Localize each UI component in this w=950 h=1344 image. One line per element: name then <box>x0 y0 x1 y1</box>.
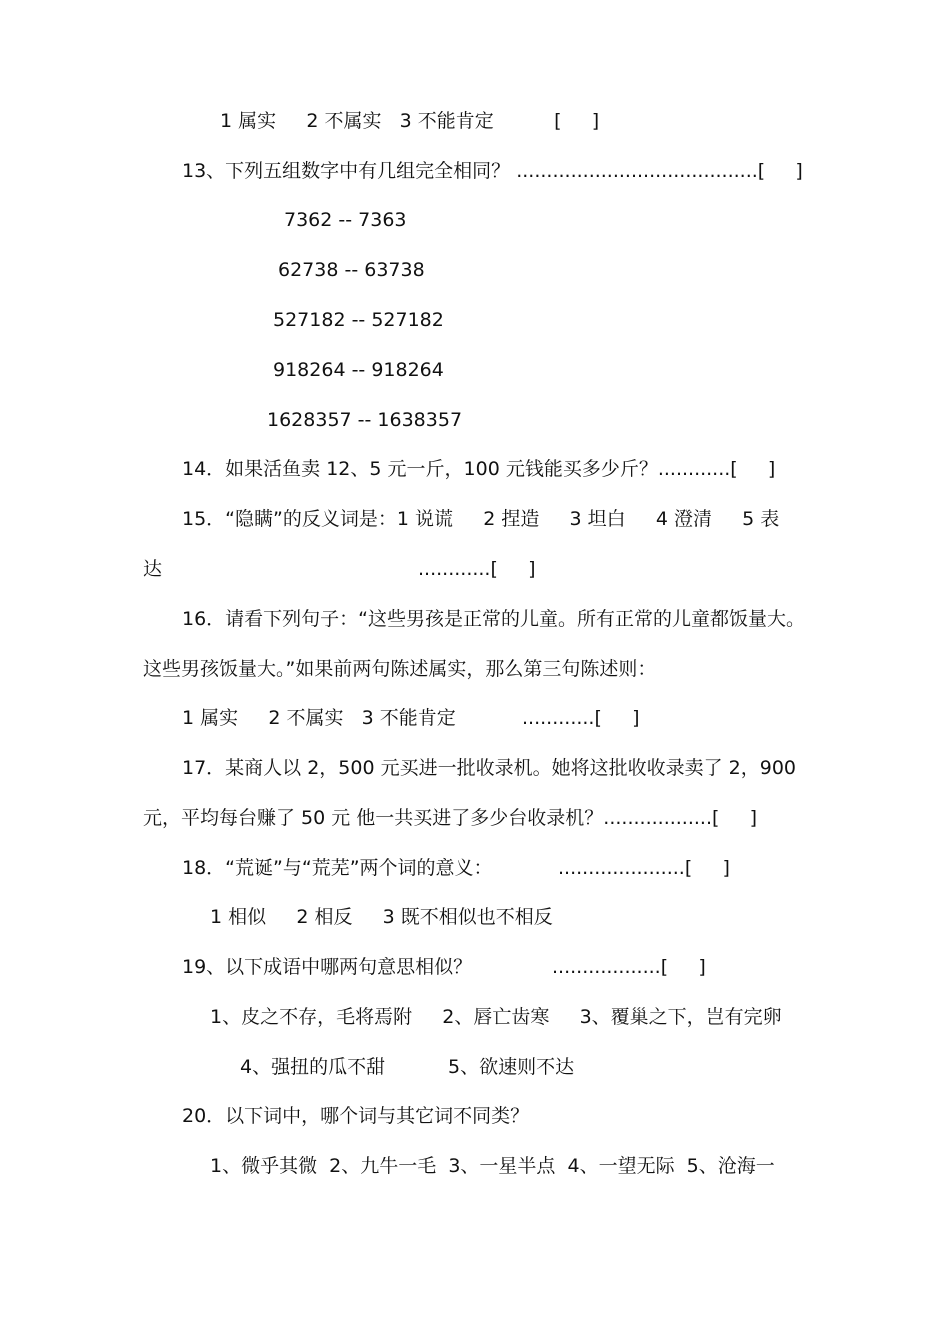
q16-question-cont: 这些男孩饭量大。”如果前两句陈述属实，那么第三句陈述则： <box>143 658 657 680</box>
q19-option-4: 4、强扭的瓜不甜 <box>240 1056 386 1078</box>
q19-answer-blank: ..................[ ] <box>552 956 706 978</box>
q18-question: 18．“荒诞”与“荒芜”两个词的意义： <box>182 857 493 879</box>
q13-pair-3: 527182 -- 527182 <box>273 309 444 331</box>
q19-question: 19、以下成语中哪两句意思相似？ <box>182 956 473 978</box>
q13-pair-1: 7362 -- 7363 <box>284 209 407 231</box>
q12-options: 1 属实 2 不属实 3 不能肯定 [ ] <box>220 110 600 132</box>
q18-options: 1 相似 2 相反 3 既不相似也不相反 <box>210 906 553 928</box>
q13-question: 13、下列五组数字中有几组完全相同？ ........................................[ ] <box>182 160 803 182</box>
q19-options-row1: 1、皮之不存，毛将焉附 2、唇亡齿寒 3、覆巢之下，岂有完卵 <box>210 1006 782 1028</box>
q16-options: 1 属实 2 不属实 3 不能肯定 <box>182 707 456 729</box>
q13-pair-2: 62738 -- 63738 <box>278 259 425 281</box>
q17-question: 17．某商人以 2，500 元买进一批收录机。她将这批收收录卖了 2，900 <box>182 757 797 779</box>
q14-question: 14．如果活鱼卖 12、5 元一斤，100 元钱能买多少斤？............[ ] <box>182 458 776 480</box>
q16-question: 16．请看下列句子：“这些男孩是正常的儿童。所有正常的儿童都饭量大。 <box>182 608 806 630</box>
q16-answer-blank: ............[ ] <box>522 707 640 729</box>
q20-question: 20．以下词中，哪个词与其它词不同类？ <box>182 1105 530 1127</box>
q20-options: 1、微乎其微 2、九牛一毛 3、一星半点 4、一望无际 5、沧海一 <box>210 1155 775 1177</box>
q17-question-cont: 元，平均每台赚了 50 元 他一共买进了多少台收录机？..................[ ] <box>143 807 758 829</box>
q19-option-5: 5、欲速则不达 <box>448 1056 575 1078</box>
q15-question: 15．“隐瞒”的反义词是：1 说谎 2 捏造 3 坦白 4 澄清 5 表 <box>182 508 780 530</box>
q15-answer-blank: ............[ ] <box>418 558 536 580</box>
q18-answer-blank: .....................[ ] <box>558 857 730 879</box>
q13-pair-4: 918264 -- 918264 <box>273 359 444 381</box>
q13-pair-5: 1628357 -- 1638357 <box>267 409 463 431</box>
q15-continuation: 达 <box>143 558 163 580</box>
